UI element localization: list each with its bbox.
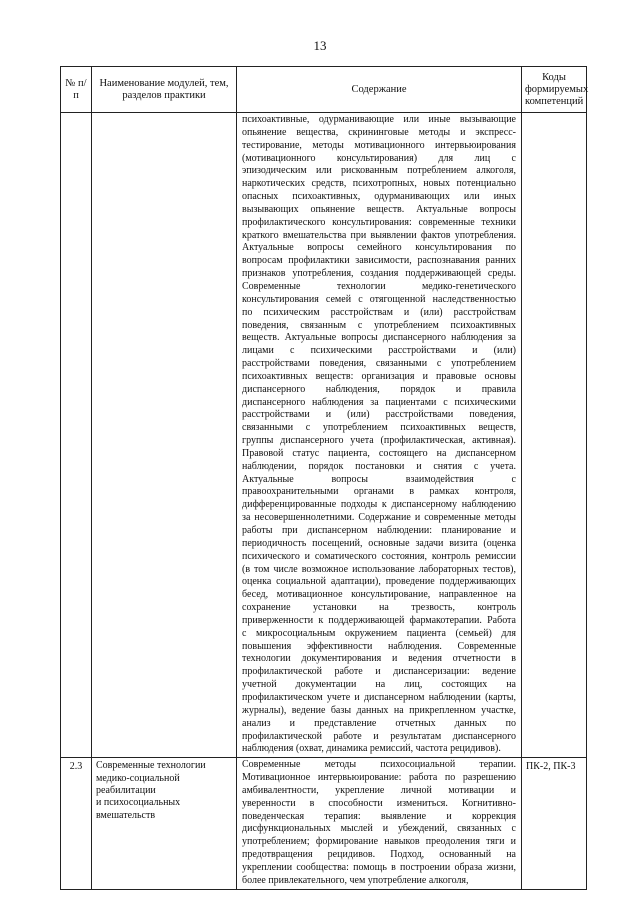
content-line: повышения эффективности наблюдения. Современные xyxy=(242,640,516,652)
content-line: (в том числе возможное использование лабораторных тестов), xyxy=(242,563,516,575)
content-line: журналы), ведение базы данных на прикрепленном участке, xyxy=(242,704,516,716)
content-line: профилактической работе и результатам диспансерного xyxy=(242,730,516,742)
content-line: тестирование, методы мотивационного интервьюирования xyxy=(242,139,516,151)
content-line: работы при диспансерном наблюдении: планирование и xyxy=(242,525,516,536)
content-line: анализ и представление отчетных данных по xyxy=(242,717,516,729)
row-num xyxy=(61,113,92,758)
content-line: Современные технологии медико-генетического xyxy=(242,280,516,292)
content-line: вызывающих опьянение веществ. Актуальные вопросы xyxy=(242,203,516,215)
content-line: укреплении сообщества: помощь в построении образа жизни, xyxy=(242,861,516,873)
content-line: Правовой статус пациента, состоящего на диспансерном xyxy=(242,447,516,459)
content-line: признаков употребления, создания поддерживающей среды. xyxy=(242,268,516,280)
header-name: Наименование модулей, тем, разделов практики xyxy=(92,67,237,113)
content-line: правоохранительными органами в рамках контроля, xyxy=(242,486,516,498)
content-line: сохранение установки на трезвость, контроль xyxy=(242,602,516,614)
content-line: психического и соматического состояния, контроль ремиссии xyxy=(242,550,516,562)
content-line: краткого вмешательства при выявлении фактов употребления. xyxy=(242,229,516,241)
content-line: приверженности к поддерживающей фармакотерапии. Работа xyxy=(242,614,516,626)
content-line: технологии документирования и ведения отчетности в xyxy=(242,653,516,665)
content-line: психоактивных веществ: организация и правовые основы xyxy=(242,370,516,382)
content-line: с микросоциальным окружением пациента (семьей) для xyxy=(242,627,516,639)
content-line: Актуальные вопросы семейного консультирования по xyxy=(242,242,516,254)
header-num: № п/п xyxy=(61,67,92,113)
content-line: группы диспансерного учета (профилактическая, активная). xyxy=(242,435,516,447)
content-line: периодичность посещений, основные задачи визита (оценка xyxy=(242,537,516,549)
page-number: 13 xyxy=(313,38,327,53)
name-line: медико-социальной xyxy=(96,772,180,784)
content-line: по психическим расстройствам и (или) расстройствам xyxy=(242,306,516,318)
content-line: (мотивационного консультирования) для лиц с xyxy=(242,152,516,164)
name-line: Современные технологии xyxy=(96,760,206,772)
name-line: вмешательств xyxy=(96,809,156,821)
content-line: профилактического консультирования: современные техники xyxy=(242,216,516,228)
content-line: консультирования семей с отягощенной наследственностью xyxy=(242,293,516,305)
header-content: Содержание xyxy=(237,67,522,113)
content-line: Мотивационное интервьюирование: работа по разрешению xyxy=(242,772,516,784)
content-line: наблюдения (охват, динамика ремиссий, частота рецидивов). xyxy=(242,743,501,755)
content-line: лицами с психическими расстройствами и (или) xyxy=(242,345,516,357)
row-content xyxy=(237,113,522,758)
table-row xyxy=(61,113,587,758)
content-line: бесед, мотивационное консультирование, направленное на xyxy=(242,589,516,601)
content-line: вопросам профилактики зависимости, распознавания ранних xyxy=(242,255,516,267)
content-line: употреблением; формирование навыков преодоления тяги и xyxy=(242,836,516,848)
content-line: диспансерного наблюдения за пациентами с психическими xyxy=(242,396,516,408)
row-codes xyxy=(522,113,587,758)
name-line: и психосоциальных xyxy=(96,797,181,809)
content-line: Актуальные вопросы взаимодействия с xyxy=(242,473,516,485)
content-line: более привлекательного, чем употребление алкоголя, xyxy=(242,874,469,886)
content-line: наркотических средств, психотропных, новых потенциально xyxy=(242,178,516,190)
content-line: дисфункциональных мыслей и убеждений, связанных с xyxy=(242,823,516,835)
curriculum-table xyxy=(60,66,587,890)
content-line: веществ. Актуальные вопросы диспансерного наблюдения за xyxy=(242,332,516,344)
content-line: поведения, связанным с употреблением психоактивных xyxy=(242,319,516,331)
content-line: оценка социальной адаптации), проведение поддерживающих xyxy=(242,576,516,588)
content-line: профилактической работе и диспансеризации: ведение xyxy=(242,666,516,678)
row-content xyxy=(237,758,522,889)
content-line: Современные методы психосоциальной терапии. xyxy=(242,759,516,771)
content-line: эпизодическим или рискованным потреблением алкоголя, xyxy=(242,165,516,177)
content-line: связанными с употреблением психоактивных веществ, xyxy=(242,422,516,434)
content-line: уверенности в способности измениться. Когнитивно- xyxy=(242,797,516,809)
name-line: реабилитации xyxy=(96,785,156,796)
row-codes: ПК-2, ПК-3 xyxy=(522,758,587,889)
content-line: дифференцированные подходы к диспансерному наблюдению xyxy=(242,499,516,511)
content-line: расстройствами поведения, связанными с употреблением xyxy=(242,358,516,370)
row-num: 2.3 xyxy=(61,758,92,889)
content-line: опасных психоактивных, одурманивающих или иных xyxy=(242,191,516,203)
content-line: амбивалентности, укрепление личной мотивации и xyxy=(242,784,516,796)
content-line: профилактическом учете и диспансерном наблюдении (карты, xyxy=(242,691,516,703)
content-line: психоактивные, одурманивающие или иные вызывающие xyxy=(242,114,516,125)
content-line: расстройствами и (или) расстройствами поведения, xyxy=(242,409,516,421)
row-name xyxy=(92,113,237,758)
content-line: поведенческая терапия: выявление и коррекция xyxy=(242,810,516,822)
content-line: диспансерного наблюдения, порядок и правила xyxy=(242,383,516,395)
content-line: наблюдении, порядок постановки и снятия с учета. xyxy=(242,460,516,472)
content-line: учетной документации на лиц, состоящих на xyxy=(242,679,516,691)
content-line: предотвращения рецидивов. Подход, основанный на xyxy=(242,849,516,861)
table-row xyxy=(61,758,587,889)
header-codes: Коды формируемых компетенций xyxy=(522,67,587,113)
table-header-row xyxy=(61,67,587,113)
content-line: опьянение вещества, скрининговые методы и экспресс- xyxy=(242,126,516,138)
content-line: за несовершеннолетними. Содержание и современные методы xyxy=(242,512,516,524)
row-name xyxy=(92,758,237,889)
